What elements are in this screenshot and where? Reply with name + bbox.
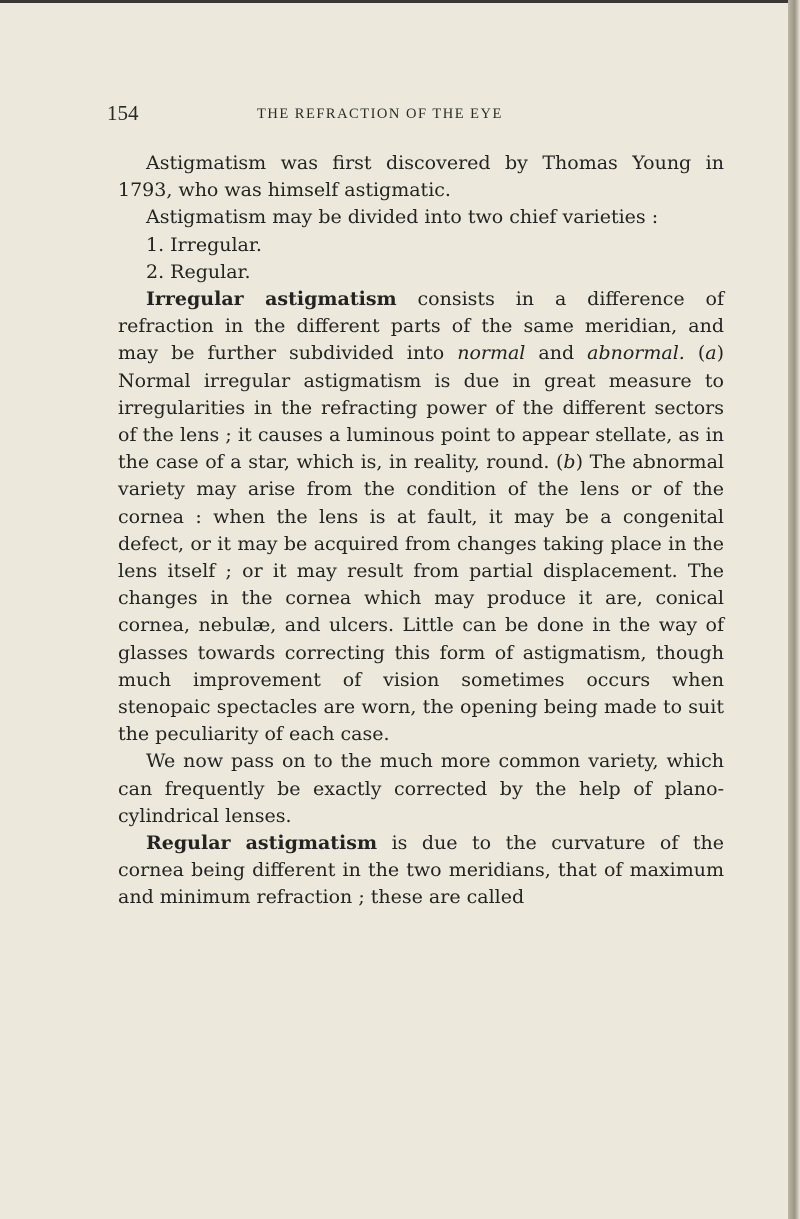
paragraph-irregular-astigmatism — [118, 286, 724, 748]
list-item-regular: 2. Regular. — [146, 260, 251, 283]
paragraph-common-variety: We now pass on to the much more common variety, which can frequently be exactly corrected by the help of plano-cylindrical lenses. — [118, 750, 724, 827]
text-run: ) Normal irregular astigmatism is due in great measure to irregularities in the refracting power of the different sectors of the lens ; it causes a luminous point to appear stellate, as in the case of a star, which is, in reality, round. ( — [118, 342, 725, 474]
term-irregular-astigmatism: Irregular astigmatism — [146, 288, 397, 311]
term-regular-astigmatism: Regular astigmatism — [146, 832, 378, 855]
marker-b: b — [563, 451, 576, 474]
term-normal: normal — [457, 342, 526, 365]
page-header — [107, 101, 707, 131]
text-run: ) The abnormal variety may arise from the condition of the lens or of the cornea : when the lens is at fault, it may be a congenital defect, or it may be acquired from changes taking place in the lens itself ; or it may result from partial displacement. The changes in the cornea which may produce it are, conical cornea, nebulæ, and ulcers. Little can be done in the way of glasses towards correcting this form of astigmatism, though much improvement of vision sometimes occurs when stenopaic spectacles are worn, the opening being made to suit the peculiarity of each case. — [118, 451, 724, 746]
top-rule — [0, 0, 788, 3]
running-title: THE REFRACTION OF THE EYE — [257, 106, 503, 122]
text-run: consists in a difference of refraction in the different parts of the same meridian, and may be further subdivided into — [118, 288, 724, 365]
list-item-irregular: 1. Irregular. — [146, 233, 262, 256]
paragraph-varieties: Astigmatism may be divided into two chief varieties : — [146, 206, 659, 229]
paragraph-regular-astigmatism — [118, 830, 724, 912]
text-run: is due to the curvature of the cornea being different in the two meridians, that of maximum and minimum refraction ; these are called — [118, 832, 724, 909]
text-run: ( — [684, 342, 706, 365]
text-run: and — [525, 342, 588, 365]
page-number: 154 — [107, 101, 139, 125]
term-abnormal: abnormal. — [587, 342, 685, 365]
body-text — [118, 150, 724, 912]
marker-a: a — [705, 342, 717, 365]
page-edge-shadow — [788, 0, 800, 1219]
paragraph-young: Astigmatism was first discovered by Thomas Young in 1793, who was himself astigmatic. — [118, 152, 724, 202]
